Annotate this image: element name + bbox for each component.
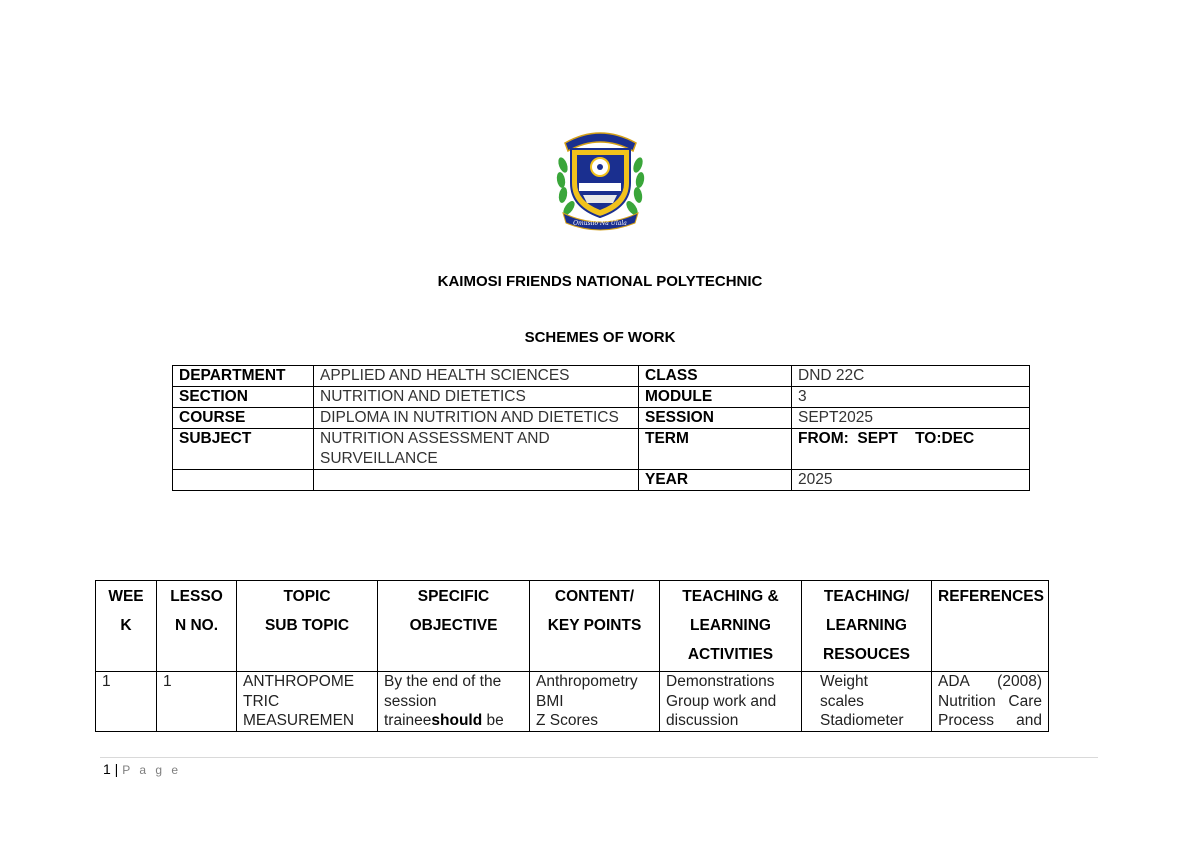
info-value: 3 [792, 387, 1030, 408]
institution-name: KAIMOSI FRIENDS NATIONAL POLYTECHNIC [437, 273, 763, 290]
info-value: DND 22C [792, 366, 1030, 387]
info-row-course [173, 408, 1030, 429]
header-lesson: LESSO N NO. [157, 581, 237, 672]
header-content: CONTENT/ KEY POINTS [530, 581, 660, 672]
header-topic: TOPIC SUB TOPIC [237, 581, 378, 672]
cell-week: 1 [96, 672, 157, 732]
info-value: 2025 [792, 470, 1030, 491]
cell-lesson: 1 [157, 672, 237, 732]
info-label: MODULE [639, 387, 792, 408]
page-number: 1 [103, 761, 111, 777]
info-label: SECTION [173, 387, 314, 408]
info-value: SEPT2025 [792, 408, 1030, 429]
header-resources: TEACHING/ LEARNING RESOUCES [802, 581, 932, 672]
footer-separator: | [110, 761, 123, 777]
cell-content: Anthropometry BMI Z Scores [530, 672, 660, 732]
info-value [314, 470, 639, 491]
cell-activities: Demonstrations Group work and discussion [660, 672, 802, 732]
footer-divider [100, 757, 1098, 758]
polytechnic-crest-logo [553, 125, 648, 233]
cell-resources: Weight scales Stadiometer [802, 672, 932, 732]
cell-references: ADA (2008) Nutrition Care Process and [932, 672, 1049, 732]
info-value: NUTRITION AND DIETETICS [314, 387, 639, 408]
page-footer [103, 761, 181, 777]
info-label: DEPARTMENT [173, 366, 314, 387]
info-value: NUTRITION ASSESSMENT AND SURVEILLANCE [314, 429, 639, 470]
info-row-section [173, 387, 1030, 408]
info-label: CLASS [639, 366, 792, 387]
info-label: TERM [639, 429, 792, 470]
page-label: P a g e [122, 763, 182, 777]
cell-objective: By the end of the session traineeshould be [378, 672, 530, 732]
scheme-header-row [96, 581, 1049, 672]
info-label: SUBJECT [173, 429, 314, 470]
logo-motto-text: Omusilo Na Ulala [573, 220, 627, 227]
header-references: REFERENCES [932, 581, 1049, 672]
scheme-of-work-table [95, 580, 1049, 732]
info-value: APPLIED AND HEALTH SCIENCES [314, 366, 639, 387]
info-value: FROM: SEPT TO:DEC [792, 429, 1030, 470]
cell-topic: ANTHROPOME TRIC MEASUREMEN [237, 672, 378, 732]
info-value: DIPLOMA IN NUTRITION AND DIETETICS [314, 408, 639, 429]
header-week: WEE K [96, 581, 157, 672]
course-info-table [172, 365, 1030, 491]
info-label: COURSE [173, 408, 314, 429]
info-row-department [173, 366, 1030, 387]
info-row-subject [173, 429, 1030, 470]
info-row-year [173, 470, 1030, 491]
header-activities: TEACHING & LEARNING ACTIVITIES [660, 581, 802, 672]
info-label: YEAR [639, 470, 792, 491]
info-label: SESSION [639, 408, 792, 429]
info-label [173, 470, 314, 491]
document-title: SCHEMES OF WORK [524, 329, 676, 346]
scheme-row [96, 672, 1049, 732]
header-objective: SPECIFIC OBJECTIVE [378, 581, 530, 672]
